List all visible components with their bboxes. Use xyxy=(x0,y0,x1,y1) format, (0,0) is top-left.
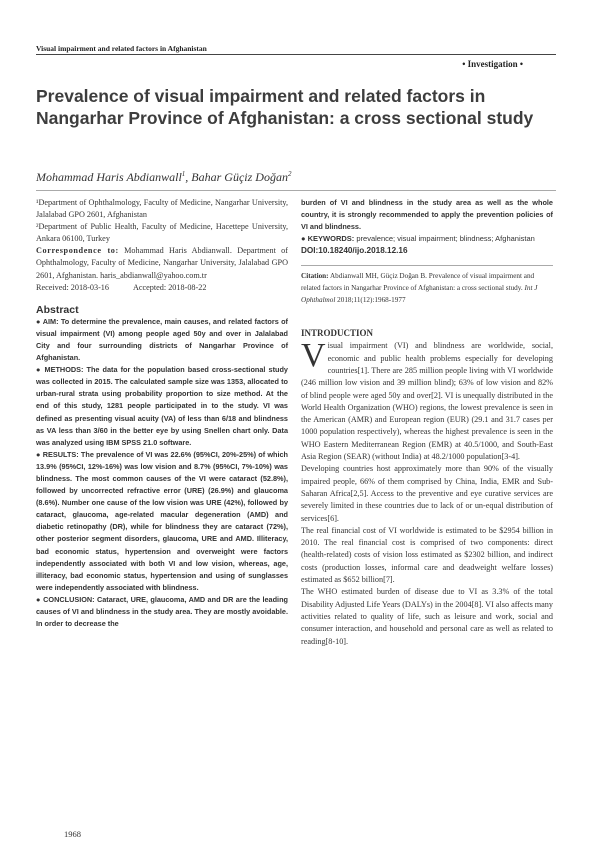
author-1: Mohammad Haris Abdianwall xyxy=(36,170,182,184)
affiliation-1: ¹Department of Ophthalmology, Faculty of Medicine, Nangarhar University, Jalalabad GPO 2601, Afghanistan xyxy=(36,198,288,220)
introduction-heading: INTRODUCTION xyxy=(301,328,374,339)
citation-volume: 2018;11(12):1968-1977 xyxy=(335,296,406,305)
article-type-label: • Investigation • xyxy=(462,59,523,69)
drop-cap: V xyxy=(301,337,326,375)
citation-text: Abdianwall MH, Güçiz Doğan B. Prevalence of visual impairment and related factors in Nangarhar Province of Afghanistan: a cross sectional study. xyxy=(301,272,535,293)
received-date: Received: 2018-03-16 xyxy=(36,282,109,292)
intro-paragraph-1 xyxy=(301,337,553,463)
accepted-date: Accepted: 2018-08-22 xyxy=(132,282,207,292)
citation-journal: Int J Ophthalmol xyxy=(301,284,538,305)
author-2: Bahar Güçiz Doğan xyxy=(191,170,288,184)
author-2-affiliation-mark: 2 xyxy=(287,170,292,178)
correspondence-label: Correspondence to: xyxy=(36,246,119,256)
citation-block xyxy=(301,270,553,306)
abstract-conclusion-part1: ● CONCLUSION: Cataract, URE, glaucoma, AMD and DR are the leading causes of VI and blindness in the study area. They are mostly avoidable. In order to decrease the xyxy=(36,594,288,629)
intro-paragraph-2: Developing countries host approximately more than 90% of the visually impaired people, 66% of them comprised by China, India, EMR and Sub-Saharan Africa[2,5]. Access to the preventive and eye curative services are severely limited in these countries due to lack of or un-equal distribution of services[6]. xyxy=(301,464,553,523)
abstract-methods: ● METHODS: The data for the population based cross-sectional study was collected in 2015. The calculated sample size was 1353, allocated to urban-rural strata using probability proportion to size method. At the end of this study, 1281 people participated in to the study. VI was defined as presenting visual acuity (VA) of less than 6/18 and blindness as VA less than 3/60 in the better eye by using Snellen chart only. Data was analyzed using IBM SPSS 21.0 software. xyxy=(36,365,288,447)
intro-paragraph-4: The WHO estimated burden of disease due to VI as 3.3% of the total Disability Adjusted Life Years (DALYs) in the 2004[8]. VI also affects many activities related to quality of life, such as leisure and work, social and consumer interaction, and household and personal care as well as related to reading[8-10]. xyxy=(301,587,553,646)
author-separator: , xyxy=(185,170,192,184)
abstract-heading: Abstract xyxy=(36,303,79,316)
keywords-text: prevalence; visual impairment; blindness; Afghanistan xyxy=(354,234,535,244)
citation-label: Citation: xyxy=(301,272,329,281)
affiliation-2: ²Department of Public Health, Faculty of Medicine, Hacettepe University, Ankara 06100, Turkey xyxy=(36,222,288,244)
correspondence xyxy=(36,245,288,281)
intro-paragraph-1-text: isual impairment (VI) and blindness are worldwide, social, economic and public health problems especially for developing countries[1]. There are 285 million people living with VI worldwide (246 million low vision and 39 million blind); 63% of low vision and 82% of blind people were aged 50y and over[2]. VI is unequally distributed in the World Health Organization (WHO) regions, the lowest prevalence is seen in the American (AMR) and European region (EUR) (29.1 and 31.7 cases per 1000 population respectively), whereas the highest prevalence is seen in the WHO Eastern Mediterranean Region (EMR) at 40.5/1000, and South-East Asia Region (SEAR) (without India) at 48.2/1000 population[3-4]. xyxy=(301,341,553,462)
right-column xyxy=(301,197,553,648)
left-column xyxy=(36,197,288,630)
affiliations-block xyxy=(36,197,288,294)
article-title: Prevalence of visual impairment and related factors in Nangarhar Province of Afghanistan: a cross sectional study xyxy=(36,86,534,128)
keywords-label: ● KEYWORDS: xyxy=(301,234,355,244)
intro-paragraph-3: The real financial cost of VI worldwide is estimated to be $2954 billion in 2010. The real financial cost is comprised of two components: direct (health-related) costs of vision loss estimated as $2302 billion, and indirect costs (production losses, informal care and deadweight welfare losses) estimated as $652 billion[7]. xyxy=(301,525,553,585)
page-number: 1968 xyxy=(64,829,81,839)
correspondence-text: Mohammad Haris Abdianwall. Department of Ophthalmology, Faculty of Medicine, Nangarhar University, Jalalabad GPO 2601, Afghanistan. haris_abdianwall@yahoo.com.tr xyxy=(36,246,288,280)
abstract-aim: ● AIM: To determine the prevalence, main causes, and related factors of visual impairment (VI) among people aged 50y and over in Jalalabad City and four surrounding districts of Nangarhar Province of Afghanistan. xyxy=(36,316,288,363)
doi: DOI:10.18240/ijo.2018.12.16 xyxy=(301,246,408,256)
header-divider xyxy=(36,190,556,191)
author-1-affiliation-mark: 1 xyxy=(181,170,186,178)
author-line xyxy=(36,170,556,185)
dates-line xyxy=(36,282,288,294)
abstract-conclusion-part2: burden of VI and blindness in the study area as well as the whole country, it is strongly recommended to apply the prevention policies of VI and blindness. xyxy=(301,198,553,232)
abstract-results: ● RESULTS: The prevalence of VI was 22.6% (95%CI, 20%-25%) of which 13.9% (95%CI, 12%-16%) was low vision and 8.7% (95%CI, 7%-10%) was blindness. The most common causes of the VI were cataract (52.8%), followed by uncorrected refractive error (URE) (26.9%) and glaucoma (8.6%). Number one cause of the low vision was URE (42%), followed by cataract, glaucoma, age-related macular degeneration (AMD) and diabetic retinopathy (DR), while for blindness they are cataract (72%), other posterior segment disorders, glaucoma, URE and AMD. Illiteracy, bad economic status, hypertension and overweight were factors independently associated with both VI and low vision, whereas, age, illiteracy, bad economic status, hypertension and using of sunglasses were independently associated with blindness. xyxy=(36,449,288,592)
keywords xyxy=(301,233,553,245)
citation-divider xyxy=(301,265,553,266)
running-head: Visual impairment and related factors in Afghanistan xyxy=(36,44,556,55)
